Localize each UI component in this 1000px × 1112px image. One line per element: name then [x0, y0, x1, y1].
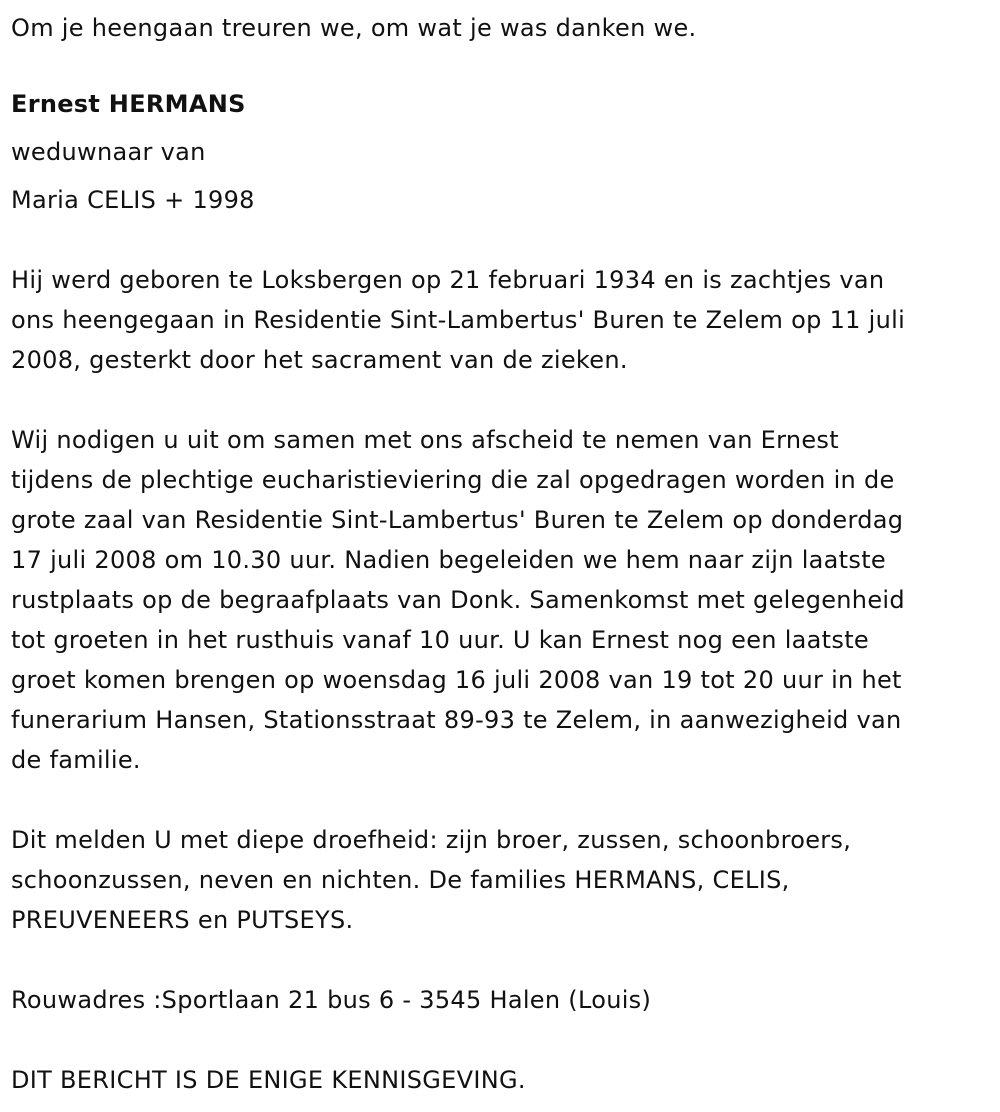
paragraph-line: rustplaats op de begraafplaats van Donk. Samenkomst met gelegenheid: [11, 586, 905, 614]
paragraph-line: Dit melden U met diepe droefheid: zijn broer, zussen, schoonbroers,: [11, 826, 852, 854]
paragraph-line: ons heengegaan in Residentie Sint-Lambertus' Buren te Zelem op 11 juli: [11, 306, 906, 334]
paragraph-line: de familie.: [11, 746, 141, 774]
notice-block: [11, 1060, 991, 1100]
paragraph-line: groet komen brengen op woensdag 16 juli 2008 van 19 tot 20 uur in het: [11, 666, 902, 694]
birth-paragraph: [11, 260, 991, 380]
paragraph-line: schoonzussen, neven en nichten. De families HERMANS, CELIS,: [11, 866, 790, 894]
mourning-address: Rouwadres :Sportlaan 21 bus 6 - 3545 Halen (Louis): [11, 986, 652, 1014]
paragraph-line: grote zaal van Residentie Sint-Lambertus' Buren te Zelem op donderdag: [11, 506, 904, 534]
ceremony-paragraph: [11, 420, 991, 780]
paragraph-line: 17 juli 2008 om 10.30 uur. Nadien begeleiden we hem naar zijn laatste: [11, 546, 886, 574]
deceased-block: [11, 80, 991, 224]
motto: Om je heengaan treuren we, om wat je was danken we.: [11, 14, 697, 42]
paragraph-line: funerarium Hansen, Stationsstraat 89-93 te Zelem, in aanwezigheid van: [11, 706, 902, 734]
paragraph-line: PREUVENEERS en PUTSEYS.: [11, 906, 354, 934]
family-paragraph: [11, 820, 991, 940]
sole-notice: DIT BERICHT IS DE ENIGE KENNISGEVING.: [11, 1066, 526, 1094]
paragraph-line: 2008, gesterkt door het sacrament van de zieken.: [11, 346, 628, 374]
address-block: [11, 980, 991, 1020]
paragraph-line: tot groeten in het rusthuis vanaf 10 uur. U kan Ernest nog een laatste: [11, 626, 869, 654]
paragraph-line: tijdens de plechtige eucharistieviering die zal opgedragen worden in de: [11, 466, 895, 494]
paragraph-line: Hij werd geboren te Loksbergen op 21 februari 1934 en is zachtjes van: [11, 266, 885, 294]
obituary-document: [11, 8, 991, 1100]
deceased-name: Ernest HERMANS: [11, 90, 246, 118]
deceased-relation: weduwnaar van: [11, 138, 206, 166]
paragraph-line: Wij nodigen u uit om samen met ons afscheid te nemen van Ernest: [11, 426, 839, 454]
spouse-name: Maria CELIS + 1998: [11, 186, 255, 214]
